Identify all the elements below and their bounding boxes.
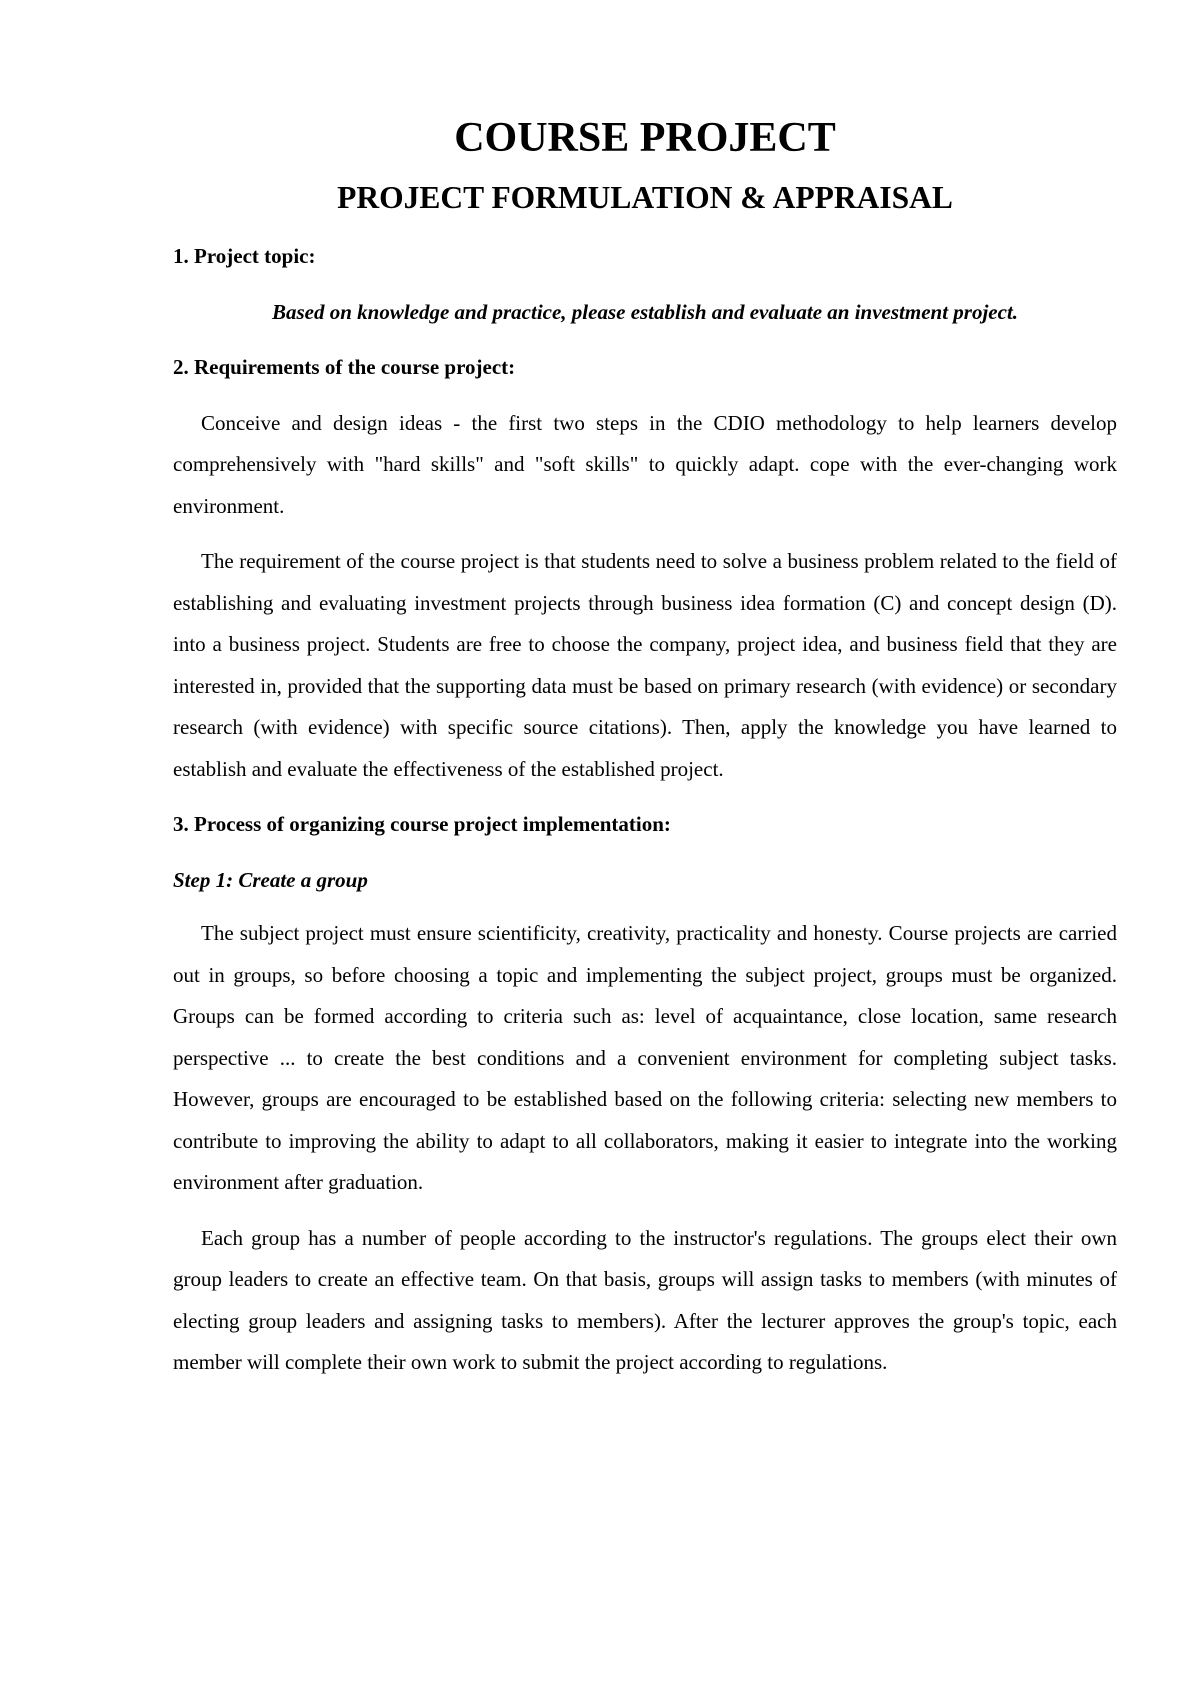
step-1-paragraph-2: Each group has a number of people according to the instructor's regulations. The groups elect their own group leaders to create an effective team. On that basis, groups will assign tasks to members (with minutes of electing group leaders and assigning tasks to members). After the lecturer approves the group's topic, each member will complete their own work to submit the project according to regulations. <box>173 1225 1117 1374</box>
document-title: COURSE PROJECT <box>454 115 836 161</box>
requirements-paragraph-2: The requirement of the course project is that students need to solve a business problem related to the field of establishing and evaluating investment projects through business idea formation (C) and concept design (D). into a business project. Students are free to choose the company, project idea, and business field that they are interested in, provided that the supporting data must be based on primary research (with evidence) or secondary research (with evidence) with specific source citations). Then, apply the knowledge you have learned to establish and evaluate the effectiveness of the established project. <box>173 549 1117 781</box>
step-1-heading: Step 1: Create a group <box>173 867 368 892</box>
section-2-heading: 2. Requirements of the course project: <box>173 355 516 379</box>
document-subtitle: PROJECT FORMULATION & APPRAISAL <box>337 179 953 215</box>
requirements-paragraph-1: Conceive and design ideas - the first two steps in the CDIO methodology to help learners develop comprehensively with "hard skills" and "soft skills" to quickly adapt. cope with the ever-changing work environment. <box>173 410 1117 518</box>
section-1-heading: 1. Project topic: <box>173 244 316 268</box>
section-3-heading: 3. Process of organizing course project implementation: <box>173 812 671 836</box>
project-topic: Based on knowledge and practice, please establish and evaluate an investment project. <box>271 299 1019 324</box>
step-1-paragraph-1: The subject project must ensure scientificity, creativity, practicality and honesty. Course projects are carried out in groups, so before choosing a topic and implementing the subject project, groups must be organized. Groups can be formed according to criteria such as: level of acquaintance, close location, same research perspective ... to create the best conditions and a convenient environment for completing subject tasks. However, groups are encouraged to be established based on the following criteria: selecting new members to contribute to improving the ability to adapt to all collaborators, making it easier to integrate into the working environment after graduation. <box>173 921 1117 1194</box>
